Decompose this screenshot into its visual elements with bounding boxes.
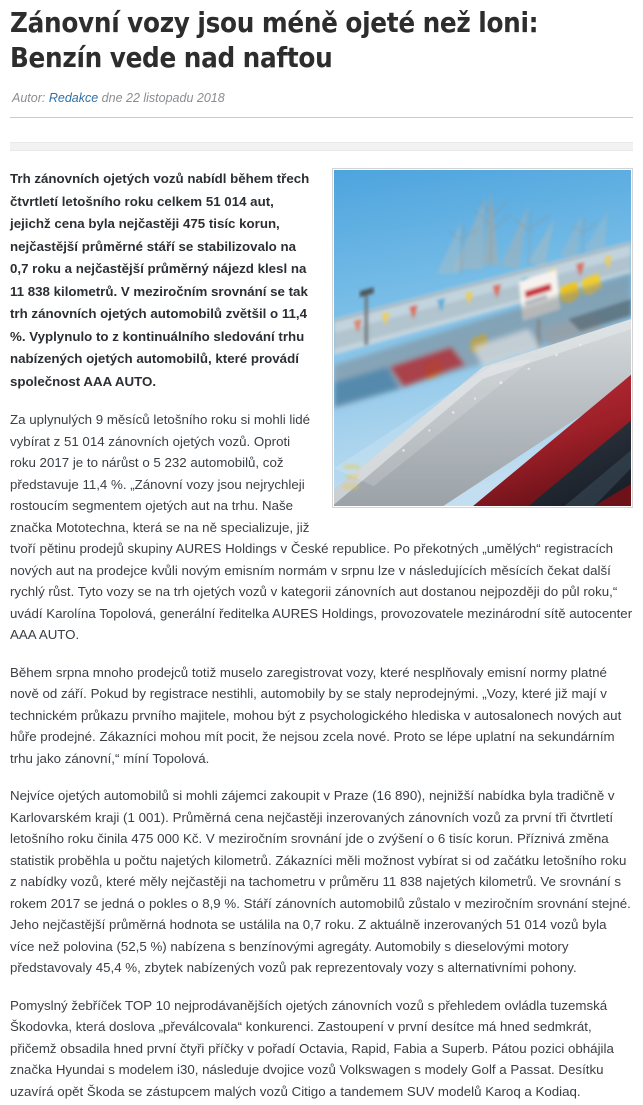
meta-bar [10, 142, 633, 151]
byline-author-link[interactable]: Redakce [48, 91, 99, 105]
paragraph-3: Během srpna mnoho prodejců totiž muselo zaregistrovat vozy, které nesplňovaly emisní normy platné nově od září. Pokud by registrace nestihli, automobily by se staly neprodejnými. „Vozy, které již mají v technickém průkazu prvního majitele, mohou být z psychologického hlediska v autosalonech nových aut hůře prodejné. Zákazníci mohou mít pocit, že nejsou zcela nové. Proto se lépe uplatní na sekundárním trhu jako zánovní,“ míní Topolová. [10, 664, 622, 766]
byline [10, 76, 633, 106]
paragraph-5: Pomyslný žebříček TOP 10 nejprodávanějších ojetých zánovních vozů s přehledem ovládla tuzemská Škodovka, která doslova „převálcovala“ konkurenci. Zastoupení v první desítce má hned sedmkrát, přičemž obsadila hned první čtyři příčky v pořadí Octavia, Rapid, Fabia a Superb. Pátou pozici obhájila značka Hyundai s modelem i30, následuje dvojice vozů Volkswagen s modely Golf a Passat. Desítku uzavírá opět Škoda se zástupcem malých vozů Citigo a tandemem SUV modelů Karoq a Kodiaq. [10, 997, 614, 1099]
byline-date: dne 22 listopadu 2018 [101, 91, 225, 105]
paragraph-2: Za uplynulých 9 měsíců letošního roku si mohli lidé vybírat z 51 014 zánovních ojetých vozů. Oproti roku 2017 je to nárůst o 5 232 automobilů, což představuje 11,4 %. „Zánovní vozy jsou nejrychleji rostoucím segmentem ojetých aut na trhu. Naše značka Mototechna, která se na ně specializuje, již tvoří pětinu prodejů skupiny AURES Holdings v České republice. Po překotných „umělých“ registracích nových aut na prodejce kvůli novým emisním normám v srpnu lze v následujících měsících čekat další rychlý růst. Tyto vozy se na trh ojetých vozů v kategorii zánovních aut dostanou nejpozději do půl roku,“ uvádí Karolína Topolová, generální ředitelka AURES Holdings, provozovatele mezinárodní sítě autocenter AAA AUTO. [10, 412, 633, 642]
page-title: Zánovní vozy jsou méně ojeté než loni: Benzín vede nad naftou [10, 7, 539, 74]
article-photo[interactable] [332, 168, 633, 508]
byline-author-prefix: Autor: [12, 91, 46, 105]
photo-image [334, 170, 631, 506]
paragraph-4: Nejvíce ojetých automobilů si mohli zájemci zakoupit v Praze (16 890), nejnižší nabídka byla tradičně v Karlovarském kraji (1 001). Průměrná cena nejčastěji inzerovaných zánovních vozů za první tři čtvrtletí letošního roku činila 475 000 Kč. V meziročním srovnání jde o zvýšení o 6 tisíc korun. Příznivá změna statistik proběhla u počtu najetých kilometrů. Zákazníci měli možnost vybírat si od začátku letošního roku z nabídky vozů, které měly nejčastěji na tachometru v průměru 11 838 najetých kilometrů. Ve srovnání s rokem 2017 se jedná o pokles o 8,9 %. Stáří zánovních automobilů zůstalo v meziročním srovnání stejné. Jeho nejčastější průměrná hodnota se ustálila na 0,7 roku. Z aktuálně inzerovaných 51 014 vozů byla více než polovina (52,5 %) nabízena s benzínovými agregáty. Automobily s dieselovými motory představovaly 45,4 %, zbytek nabízených vozů pak reprezentovaly vozy s alternativními pohony. [10, 788, 631, 975]
header-divider [10, 117, 633, 118]
lead-paragraph: Trh zánovních ojetých vozů nabídl během třech čtvrtletí letošního roku celkem 51 014 aut, jejichž cena byla nejčastěji 475 tisíc korun, nejčastější průměrné stáří se stabilizovalo na 0,7 roku a nejčastější průměrný nájezd klesl na 11 838 kilometrů. V meziročním srovnání se tak trh zánovních ojetých automobilů zvětšil o 11,4 %. Vyplynulo to z kontinuálního sledování trhu nabízených ojetých automobilů, které provádí společnost AAA AUTO. [10, 171, 310, 389]
article-body [10, 151, 633, 1102]
photo-frame [334, 170, 631, 506]
